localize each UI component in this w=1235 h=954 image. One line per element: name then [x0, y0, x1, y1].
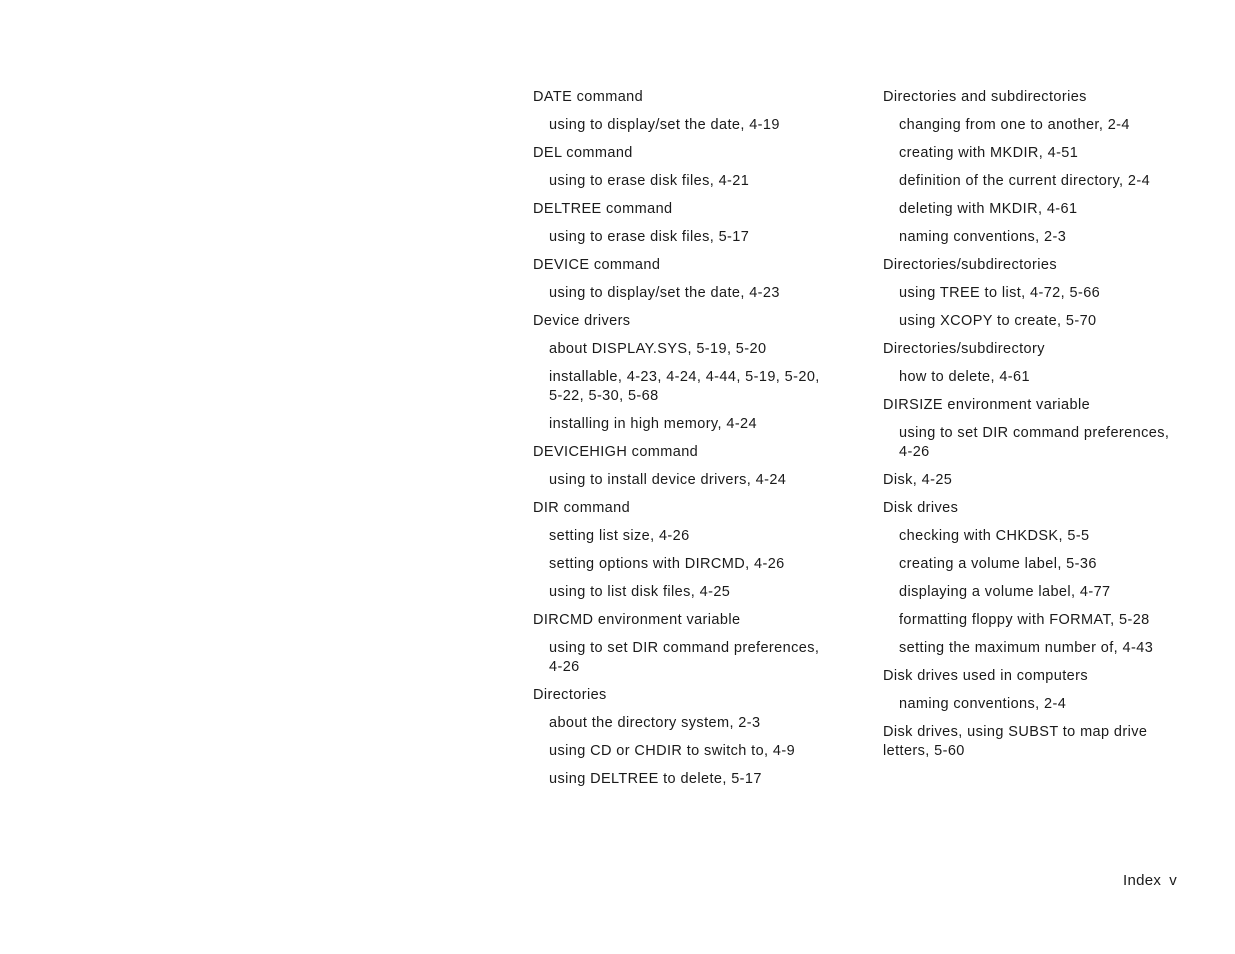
index-entry-line: DEVICE command: [533, 257, 661, 273]
index-entry-line: naming conventions, 2-3: [899, 229, 1067, 245]
index-subentry: [533, 714, 843, 733]
index-entry-line: using to erase disk files, 4-21: [549, 173, 750, 189]
index-subentry: [533, 172, 843, 191]
index-entry-line: DEVICEHIGH command: [533, 444, 699, 460]
index-heading: [533, 200, 843, 219]
index-subentry: [533, 555, 843, 574]
index-subentry: [883, 144, 1183, 163]
index-entry-line: using to set DIR command preferences,: [549, 640, 820, 656]
index-heading: [883, 471, 1183, 490]
index-entry-line: deleting with MKDIR, 4-61: [899, 201, 1078, 217]
index-entry-line: using XCOPY to create, 5-70: [899, 313, 1097, 329]
index-subentry: [533, 471, 843, 490]
index-subentry: [533, 116, 843, 135]
index-entry-line: checking with CHKDSK, 5-5: [899, 528, 1090, 544]
index-entry-line: about the directory system, 2-3: [549, 715, 761, 731]
index-heading: [883, 340, 1183, 359]
index-entry-line: Directories/subdirectory: [883, 341, 1045, 357]
index-entry-line: how to delete, 4-61: [899, 369, 1030, 385]
index-entry-line: Disk drives, using SUBST to map drive: [883, 724, 1148, 740]
index-subentry: [533, 639, 843, 677]
index-heading: [883, 256, 1183, 275]
index-subentry: [883, 172, 1183, 191]
index-heading: [533, 499, 843, 518]
index-subentry: [883, 695, 1183, 714]
index-entry-line: definition of the current directory, 2-4: [899, 173, 1151, 189]
index-subentry: [533, 284, 843, 303]
index-entry-line: using to display/set the date, 4-19: [549, 117, 780, 133]
index-heading: [533, 443, 843, 462]
index-entry-line: letters, 5-60: [883, 743, 965, 759]
index-entry-line: using CD or CHDIR to switch to, 4-9: [549, 743, 796, 759]
index-subentry: [533, 527, 843, 546]
index-entry-line: Directories and subdirectories: [883, 89, 1087, 105]
index-subentry: [533, 340, 843, 359]
index-heading: [533, 256, 843, 275]
index-heading: [533, 686, 843, 705]
index-subentry: [533, 228, 843, 247]
index-heading: [883, 396, 1183, 415]
index-subentry: [883, 611, 1183, 630]
index-entry-line: 4-26: [549, 659, 580, 675]
index-entry-line: creating with MKDIR, 4-51: [899, 145, 1079, 161]
index-heading: [533, 312, 843, 331]
index-entry-line: formatting floppy with FORMAT, 5-28: [899, 612, 1150, 628]
index-entry-line: using to display/set the date, 4-23: [549, 285, 780, 301]
index-heading: [533, 144, 843, 163]
index-subentry: [533, 415, 843, 434]
index-heading: [883, 723, 1183, 761]
index-subentry: [883, 228, 1183, 247]
index-subentry: [883, 312, 1183, 331]
index-entry-line: using DELTREE to delete, 5-17: [549, 771, 762, 787]
index-entry-line: using to set DIR command preferences,: [899, 425, 1170, 441]
index-entry-line: 4-26: [899, 444, 930, 460]
index-heading: [883, 88, 1183, 107]
index-subentry: [883, 527, 1183, 546]
index-entry-line: DELTREE command: [533, 201, 673, 217]
index-entry-line: displaying a volume label, 4-77: [899, 584, 1111, 600]
index-entry-line: DIRSIZE environment variable: [883, 397, 1091, 413]
index-subentry: [533, 742, 843, 761]
index-entry-line: using TREE to list, 4-72, 5-66: [899, 285, 1101, 301]
index-entry-line: setting options with DIRCMD, 4-26: [549, 556, 785, 572]
footer-label: Index: [1123, 872, 1162, 889]
index-subentry: [883, 639, 1183, 658]
index-entry-line: naming conventions, 2-4: [899, 696, 1067, 712]
index-entry-line: setting list size, 4-26: [549, 528, 690, 544]
index-entry-line: DIRCMD environment variable: [533, 612, 741, 628]
index-entry-line: creating a volume label, 5-36: [899, 556, 1097, 572]
index-subentry: [883, 116, 1183, 135]
index-entry-line: about DISPLAY.SYS, 5-19, 5-20: [549, 341, 767, 357]
index-entry-line: using to install device drivers, 4-24: [549, 472, 787, 488]
index-subentry: [883, 424, 1183, 462]
index-entry-line: Directories: [533, 687, 607, 703]
index-entry-line: 5-22, 5-30, 5-68: [549, 388, 659, 404]
index-entry-line: using to list disk files, 4-25: [549, 584, 731, 600]
index-subentry: [883, 368, 1183, 387]
index-entry-line: using to erase disk files, 5-17: [549, 229, 750, 245]
index-heading: [883, 667, 1183, 686]
index-subentry: [883, 555, 1183, 574]
index-column-right: [883, 88, 1183, 770]
index-entry-line: DEL command: [533, 145, 633, 161]
index-entry-line: installable, 4-23, 4-24, 4-44, 5-19, 5-20,: [549, 369, 820, 385]
index-entry-line: installing in high memory, 4-24: [549, 416, 757, 432]
index-subentry: [883, 200, 1183, 219]
page-number: v: [1169, 872, 1178, 889]
index-subentry: [883, 284, 1183, 303]
index-entry-line: setting the maximum number of, 4-43: [899, 640, 1154, 656]
index-entry-line: Directories/subdirectories: [883, 257, 1057, 273]
index-subentry: [533, 368, 843, 406]
index-subentry: [883, 583, 1183, 602]
index-heading: [883, 499, 1183, 518]
index-entry-line: Disk, 4-25: [883, 472, 953, 488]
index-subentry: [533, 770, 843, 789]
index-entry-line: Disk drives used in computers: [883, 668, 1089, 684]
index-column-left: [533, 88, 843, 798]
index-entry-line: Device drivers: [533, 313, 631, 329]
index-entry-line: changing from one to another, 2-4: [899, 117, 1130, 133]
index-heading: [533, 611, 843, 630]
index-entry-line: Disk drives: [883, 500, 959, 516]
index-entry-line: DIR command: [533, 500, 631, 516]
page-footer: [1123, 871, 1177, 890]
index-subentry: [533, 583, 843, 602]
index-entry-line: DATE command: [533, 89, 644, 105]
index-heading: [533, 88, 843, 107]
